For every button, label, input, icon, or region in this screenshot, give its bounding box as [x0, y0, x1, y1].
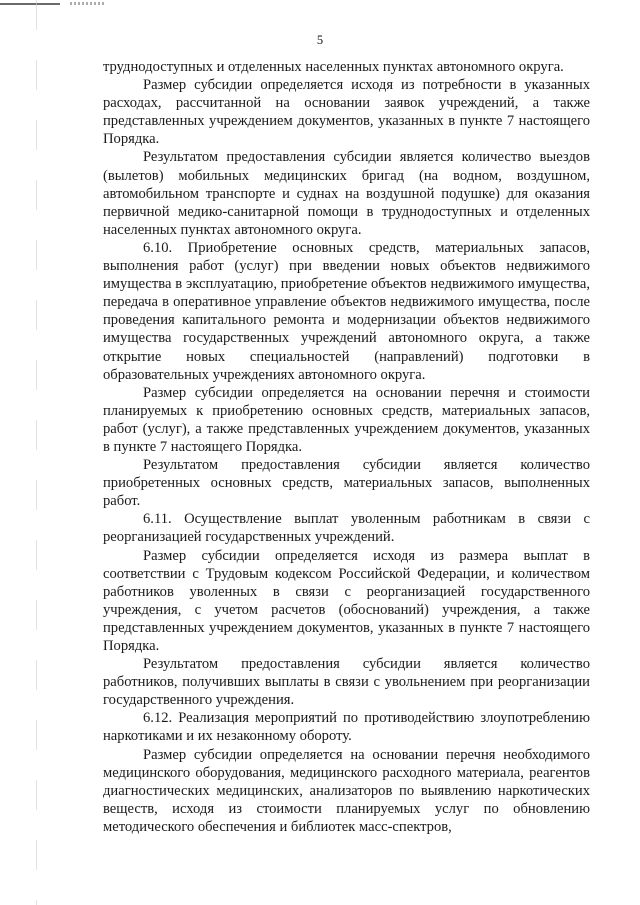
page-number: 5	[316, 33, 324, 47]
paragraph: Размер субсидии определяется исходя из размера выплат в соответствии с Трудовым кодексом Российской Федерации, и количеством работников уволенных в связи с реорганизацией государственного учреждения, с учетом расчетов (обоснований) учреждения, а также представленных учреждением документов, указанных в пункте 7 настоящего Порядка.	[103, 547, 590, 654]
paragraph: Размер субсидии определяется на основании перечня и стоимости планируемых к приобретению основных средств, материальных запасов, работ (услуг), а также представленных учреждением документов, указанных в пункте 7 настоящего Порядка.	[103, 384, 590, 455]
paragraph: 6.10. Приобретение основных средств, материальных запасов, выполнения работ (услуг) при введении новых объектов недвижимого имущества в эксплуатацию, приобретение объектов недвижимого имущества, передача в оперативное управление объектов недвижимого имущества, после проведения капитального ремонта и модернизации объектов недвижимого имущества государственных учреждений автономного округа, а также открытие новых специальностей (направлений) подготовки в образовательных учреждениях автономного округа.	[103, 239, 590, 383]
paragraph: труднодоступных и отделенных населенных пунктах автономного округа.	[103, 59, 564, 75]
scan-edge	[36, 0, 37, 905]
paragraph: 6.11. Осуществление выплат уволенным работникам в связи с реорганизацией государственных учреждений.	[103, 511, 590, 546]
document-body	[103, 58, 590, 836]
paragraph: Результатом предоставления субсидии является количество работников, получивших выплаты в связи с увольнением при реорганизации государственного учреждения.	[103, 656, 590, 709]
paragraph: Размер субсидии определяется на основании перечня необходимого медицинского оборудования, медицинского расходного материала, реагентов диагностических медицинских, анализаторов по выявлению наркотических веществ, исходя из стоимости планируемых услуг по обновлению методического обеспечения и библиотек масс-спектров,	[103, 746, 590, 835]
paragraph: Размер субсидии определяется исходя из потребности в указанных расходах, рассчитанной на основании заявок учреждений, а также представленных учреждением документов, указанных в пункте 7 настоящего Порядка.	[103, 77, 590, 148]
paragraph: Результатом предоставления субсидии является количество приобретенных основных средств, материальных запасов, выполненных работ.	[103, 457, 590, 510]
paragraph: Результатом предоставления субсидии является количество выездов (вылетов) мобильных медицинских бригад (на водном, воздушном, автомобильном транспорте и суднах на воздушной подушке) для оказания первичной медико-санитарной помощи в труднодоступных и отделенных населенных пунктах автономного округа.	[103, 149, 590, 238]
paragraph: 6.12. Реализация мероприятий по противодействию злоупотреблению наркотиками и их незаконному обороту.	[103, 710, 590, 745]
scan-artifact	[70, 2, 104, 5]
scan-artifact	[0, 3, 60, 5]
